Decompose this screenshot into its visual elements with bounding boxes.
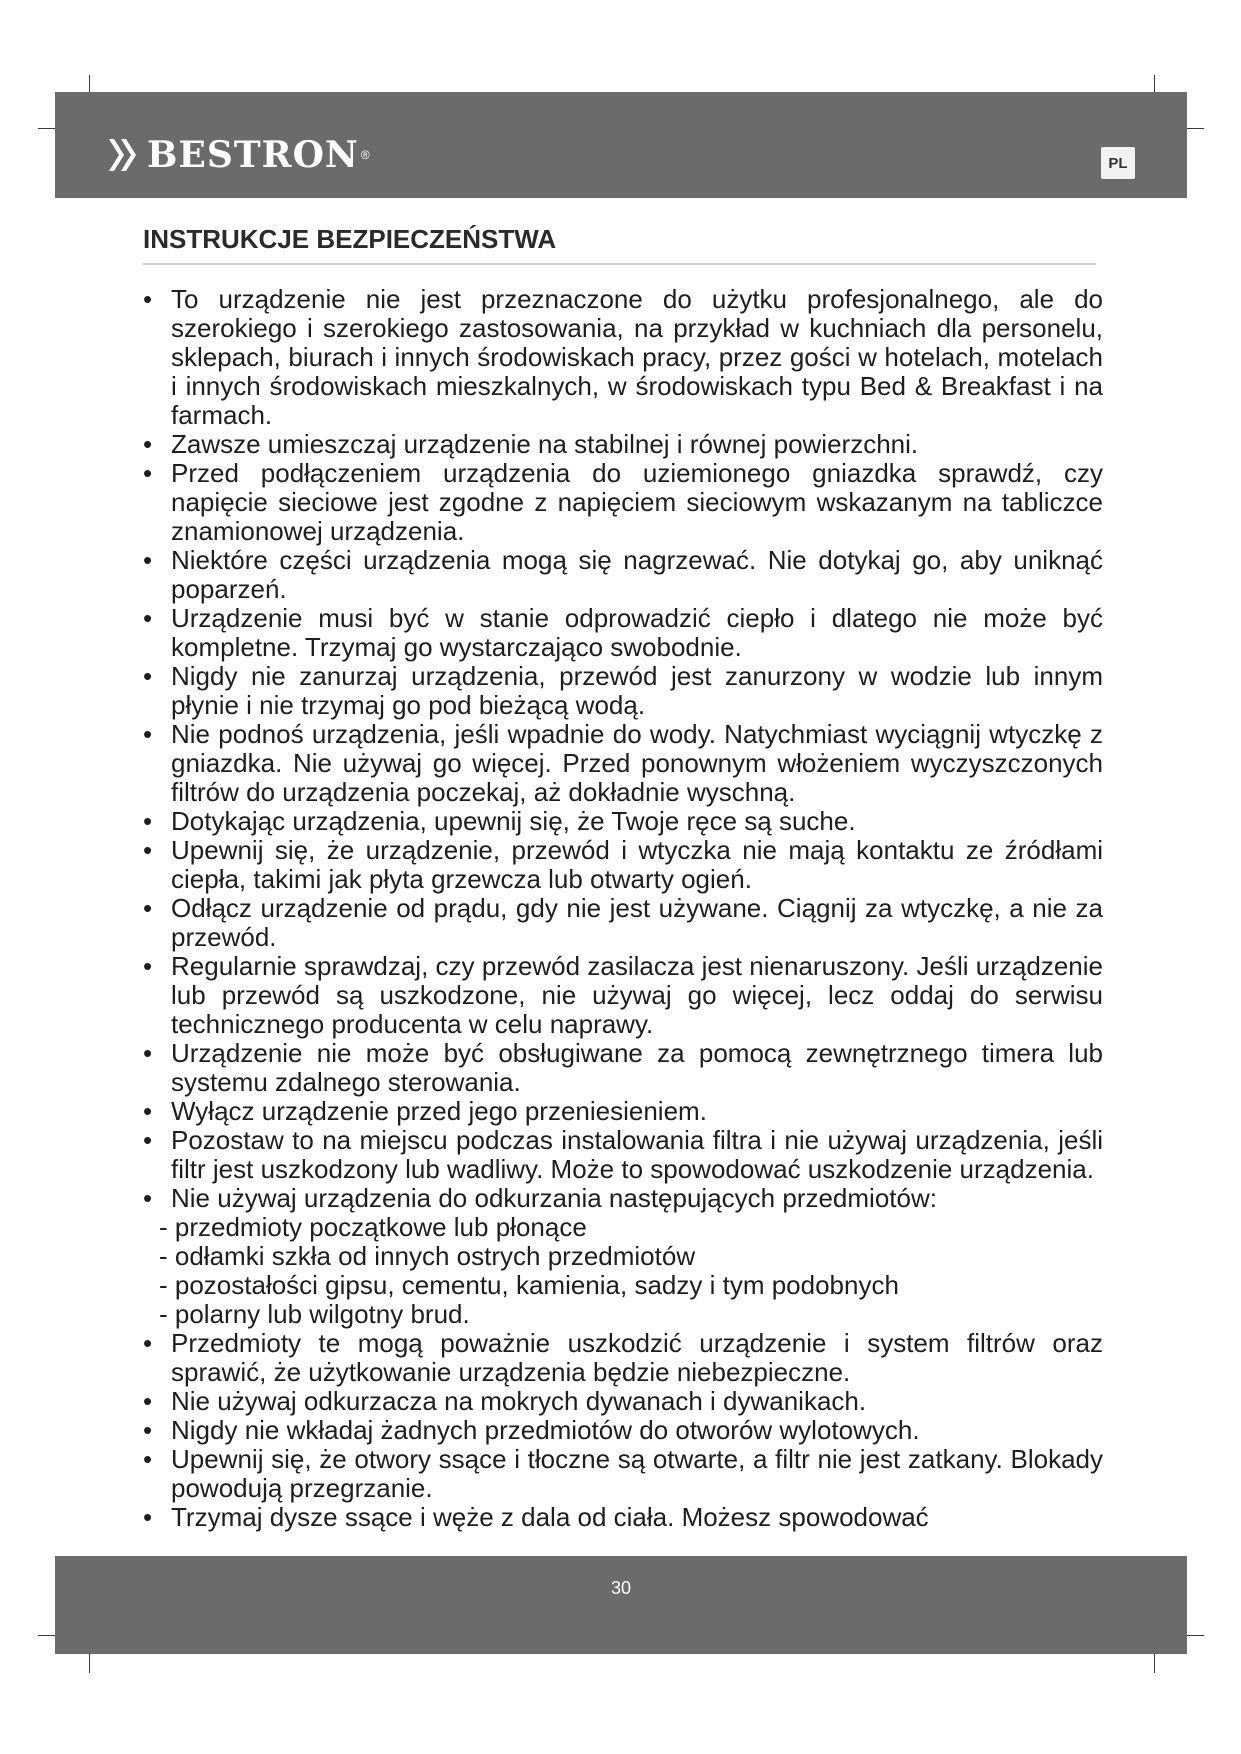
- sub-list-item: - odłamki szkła od innych ostrych przedmiotów: [159, 1241, 696, 1271]
- list-item: • Nigdy nie wkładaj żadnych przedmiotów do otworów wylotowych.: [143, 1416, 1103, 1445]
- page-number: 30: [610, 1578, 632, 1598]
- list-item: • Zawsze umieszczaj urządzenie na stabilnej i równej powierzchni.: [143, 430, 1103, 459]
- registered-mark: ®: [360, 148, 370, 162]
- list-item: • Upewnij się, że urządzenie, przewód i wtyczka nie mają kontaktu ze źródłami ciepła, takimi jak płyta grzewcza lub otwarty ogień.: [143, 836, 1103, 894]
- list-item: • Przedmioty te mogą poważnie uszkodzić urządzenie i system filtrów oraz sprawić, że użytkowanie urządzenia będzie niebezpieczne.: [143, 1329, 1103, 1387]
- list-item: • Nie używaj odkurzacza na mokrych dywanach i dywanikach.: [143, 1387, 1103, 1416]
- list-item: • Upewnij się, że otwory ssące i tłoczne są otwarte, a filtr nie jest zatkany. Blokady powodują przegrzanie.: [143, 1445, 1103, 1503]
- sub-list-item: - przedmioty początkowe lub płonące: [159, 1212, 587, 1242]
- list-item: • Dotykając urządzenia, upewnij się, że Twoje ręce są suche.: [143, 807, 1103, 836]
- sub-list-item: - pozostałości gipsu, cementu, kamienia, sadzy i tym podobnych: [159, 1270, 899, 1300]
- list-item: • Urządzenie musi być w stanie odprowadzić ciepło i dlatego nie może być kompletne. Trzymaj go wystarczająco swobodnie.: [143, 604, 1103, 662]
- brand-name: BESTRON: [147, 134, 359, 176]
- list-item: • Odłącz urządzenie od prądu, gdy nie jest używane. Ciągnij za wtyczkę, a nie za przewód.: [143, 894, 1103, 952]
- brand-wordmark: [147, 134, 359, 176]
- document-body: [143, 224, 1103, 1532]
- sub-list-item: - polarny lub wilgotny brud.: [159, 1299, 470, 1329]
- page-title: INSTRUKCJE BEZPIECZEŃSTWA: [143, 224, 1096, 265]
- header-band: [55, 92, 1187, 198]
- safety-list: [143, 285, 1103, 1532]
- brand-logo: [107, 135, 370, 175]
- list-item: • Urządzenie nie może być obsługiwane za pomocą zewnętrznego timera lub systemu zdalnego sterowania.: [143, 1039, 1103, 1097]
- list-item: • To urządzenie nie jest przeznaczone do użytku profesjonalnego, ale do szerokiego i szerokiego zastosowania, na przykład w kuchniach dla personelu, sklepach, biurach i innych środowiskach pracy, przez gości w hotelach, motelach i innych środowiskach mieszkalnych, w środowiskach typu Bed & Breakfast i na farmach.: [143, 285, 1103, 430]
- list-item: • Pozostaw to na miejscu podczas instalowania filtra i nie używaj urządzenia, jeśli filtr jest uszkodzony lub wadliwy. Może to spowodować uszkodzenie urządzenia.: [143, 1126, 1103, 1184]
- language-badge: PL: [1101, 147, 1135, 179]
- footer-band: [55, 1556, 1187, 1654]
- list-item: • Regularnie sprawdzaj, czy przewód zasilacza jest nienaruszony. Jeśli urządzenie lub przewód są uszkodzone, nie używaj go więcej, lecz oddaj do serwisu technicznego producenta w celu naprawy.: [143, 952, 1103, 1039]
- list-item: • Nie używaj urządzenia do odkurzania następujących przedmiotów:: [143, 1184, 1103, 1213]
- list-item: • Niektóre części urządzenia mogą się nagrzewać. Nie dotykaj go, aby uniknąć poparzeń.: [143, 546, 1103, 604]
- list-item: • Wyłącz urządzenie przed jego przeniesieniem.: [143, 1097, 1103, 1126]
- list-item: • Trzymaj dysze ssące i węże z dala od ciała. Możesz spowodować: [143, 1503, 1103, 1532]
- list-item: • Przed podłączeniem urządzenia do uziemionego gniazdka sprawdź, czy napięcie sieciowe jest zgodne z napięciem sieciowym wskazanym na tabliczce znamionowej urządzenia.: [143, 459, 1103, 546]
- list-item: • Nie podnoś urządzenia, jeśli wpadnie do wody. Natychmiast wyciągnij wtyczkę z gniazdka. Nie używaj go więcej. Przed ponownym włożeniem wyczyszczonych filtrów do urządzenia poczekaj, aż dokładnie wyschną.: [143, 720, 1103, 807]
- logo-chevrons-icon: [107, 137, 141, 173]
- list-item: • Nigdy nie zanurzaj urządzenia, przewód jest zanurzony w wodzie lub innym płynie i nie trzymaj go pod bieżącą wodą.: [143, 662, 1103, 720]
